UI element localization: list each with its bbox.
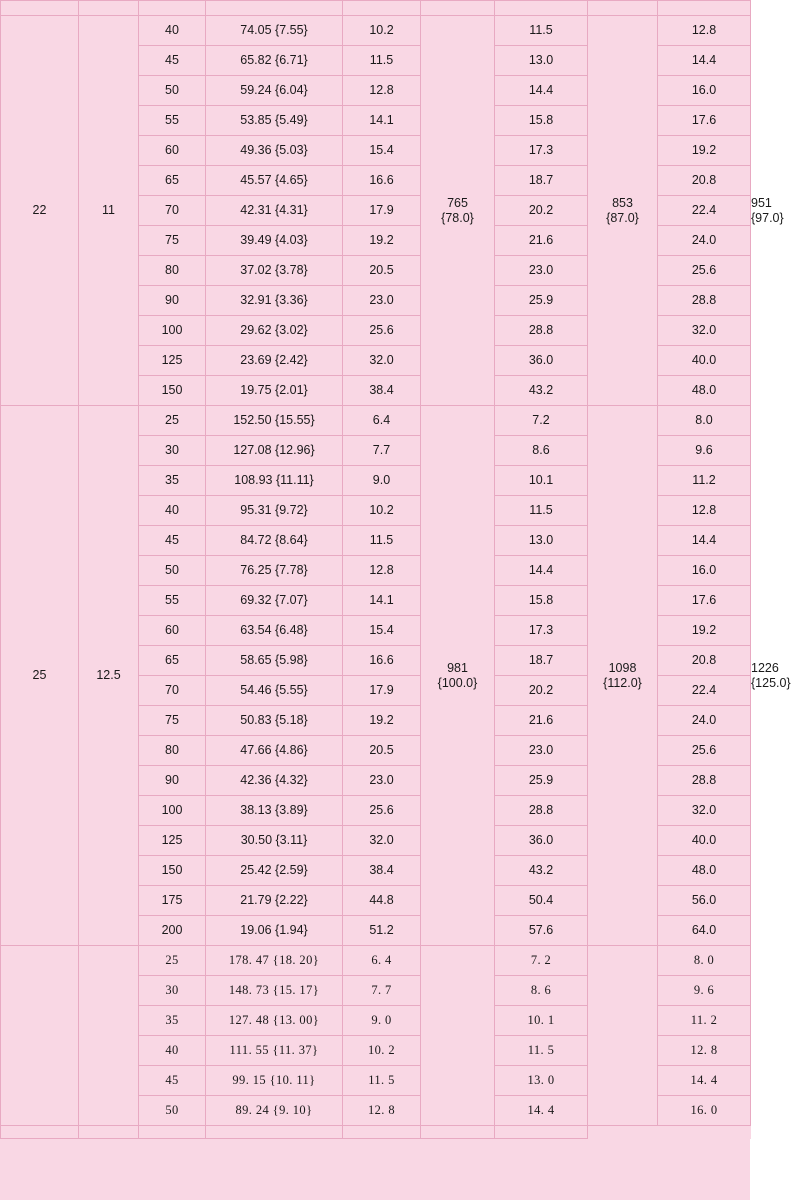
value-cell-a: 14.1 <box>343 586 421 616</box>
value-cell-a: 12. 8 <box>343 1096 421 1126</box>
value-cell-c: 24.0 <box>658 706 751 736</box>
value-cell-a: 19.2 <box>343 226 421 256</box>
group-subsize-cell <box>79 946 139 1126</box>
value-cell-a: 16.6 <box>343 646 421 676</box>
value-cell-b: 23.0 <box>495 256 588 286</box>
value-cell-a: 9.0 <box>343 466 421 496</box>
value-cell-a: 20.5 <box>343 736 421 766</box>
value-cell-b: 8. 6 <box>495 976 588 1006</box>
group-subsize-cell: 11 <box>79 16 139 406</box>
torque-cell: 49.36 {5.03} <box>206 136 343 166</box>
value-cell-a: 32.0 <box>343 826 421 856</box>
speed-cell: 25 <box>139 406 206 436</box>
value-cell-c: 16.0 <box>658 76 751 106</box>
speed-cell: 50 <box>139 556 206 586</box>
value-cell-c: 48.0 <box>658 376 751 406</box>
value-cell-a: 38.4 <box>343 376 421 406</box>
value-cell-c: 14.4 <box>658 526 751 556</box>
table-cell <box>658 1 751 16</box>
value-cell-c: 9.6 <box>658 436 751 466</box>
value-cell-b: 25.9 <box>495 286 588 316</box>
total-cell-1 <box>421 946 495 1126</box>
value-cell-a: 14.1 <box>343 106 421 136</box>
value-cell-b: 18.7 <box>495 166 588 196</box>
value-cell-c: 22.4 <box>658 196 751 226</box>
speed-cell: 175 <box>139 886 206 916</box>
torque-cell: 59.24 {6.04} <box>206 76 343 106</box>
speed-cell: 75 <box>139 226 206 256</box>
value-cell-a: 17.9 <box>343 196 421 226</box>
torque-cell: 23.69 {2.42} <box>206 346 343 376</box>
value-cell-b: 43.2 <box>495 376 588 406</box>
speed-cell: 75 <box>139 706 206 736</box>
value-cell-c: 14. 4 <box>658 1066 751 1096</box>
speed-cell: 25 <box>139 946 206 976</box>
torque-cell: 65.82 {6.71} <box>206 46 343 76</box>
value-cell-c: 16. 0 <box>658 1096 751 1126</box>
value-cell-b: 28.8 <box>495 316 588 346</box>
value-cell-c: 11. 2 <box>658 1006 751 1036</box>
torque-cell: 42.36 {4.32} <box>206 766 343 796</box>
value-cell-b: 21.6 <box>495 226 588 256</box>
value-cell-a: 20.5 <box>343 256 421 286</box>
value-cell-c: 17.6 <box>658 586 751 616</box>
group-size-cell: 22 <box>1 16 79 406</box>
torque-cell: 42.31 {4.31} <box>206 196 343 226</box>
value-cell-a: 25.6 <box>343 796 421 826</box>
torque-cell: 25.42 {2.59} <box>206 856 343 886</box>
torque-cell: 54.46 {5.55} <box>206 676 343 706</box>
value-cell-c: 25.6 <box>658 736 751 766</box>
value-cell-a: 15.4 <box>343 616 421 646</box>
speed-cell: 45 <box>139 526 206 556</box>
value-cell-a: 16.6 <box>343 166 421 196</box>
speed-cell: 35 <box>139 466 206 496</box>
speed-cell: 50 <box>139 1096 206 1126</box>
value-cell-a: 10. 2 <box>343 1036 421 1066</box>
speed-cell: 30 <box>139 436 206 466</box>
value-cell-b: 13.0 <box>495 526 588 556</box>
total-cell-2 <box>588 946 658 1126</box>
torque-cell: 99. 15 {10. 11} <box>206 1066 343 1096</box>
value-cell-c: 9. 6 <box>658 976 751 1006</box>
value-cell-c: 17.6 <box>658 106 751 136</box>
total-1-value: 765 <box>447 196 468 211</box>
value-cell-c: 32.0 <box>658 316 751 346</box>
speed-cell: 80 <box>139 256 206 286</box>
torque-cell: 58.65 {5.98} <box>206 646 343 676</box>
value-cell-b: 14.4 <box>495 556 588 586</box>
total-cell-1 <box>421 406 495 946</box>
value-cell-a: 44.8 <box>343 886 421 916</box>
speed-cell: 80 <box>139 736 206 766</box>
value-cell-c: 14.4 <box>658 46 751 76</box>
speed-cell: 90 <box>139 286 206 316</box>
table-cell <box>343 1126 421 1139</box>
table-row <box>1 946 751 976</box>
value-cell-a: 10.2 <box>343 496 421 526</box>
total-2-sub: {87.0} <box>606 210 639 225</box>
speed-cell: 40 <box>139 16 206 46</box>
speed-cell: 55 <box>139 586 206 616</box>
torque-cell: 127. 48 {13. 00} <box>206 1006 343 1036</box>
value-cell-b: 21.6 <box>495 706 588 736</box>
total-cell-1 <box>421 16 495 406</box>
value-cell-a: 12.8 <box>343 76 421 106</box>
table-row <box>1 1126 751 1139</box>
total-2-value: 1098 <box>608 661 637 676</box>
value-cell-a: 25.6 <box>343 316 421 346</box>
torque-cell: 19.75 {2.01} <box>206 376 343 406</box>
torque-cell: 152.50 {15.55} <box>206 406 343 436</box>
table-cell <box>139 1 206 16</box>
value-cell-c: 40.0 <box>658 826 751 856</box>
value-cell-c: 28.8 <box>658 766 751 796</box>
group-size-cell: 25 <box>1 406 79 946</box>
value-cell-c: 11.2 <box>658 466 751 496</box>
value-cell-b: 7. 2 <box>495 946 588 976</box>
value-cell-b: 17.3 <box>495 136 588 166</box>
speed-cell: 60 <box>139 136 206 166</box>
torque-cell: 95.31 {9.72} <box>206 496 343 526</box>
speed-cell: 150 <box>139 856 206 886</box>
speed-cell: 40 <box>139 1036 206 1066</box>
table-body <box>1 1 791 1139</box>
torque-cell: 30.50 {3.11} <box>206 826 343 856</box>
total-3-value: 1226 <box>751 661 779 676</box>
value-cell-b: 8.6 <box>495 436 588 466</box>
speed-cell: 125 <box>139 346 206 376</box>
value-cell-c: 12.8 <box>658 496 751 526</box>
torque-cell: 84.72 {8.64} <box>206 526 343 556</box>
torque-cell: 69.32 {7.07} <box>206 586 343 616</box>
torque-cell: 89. 24 {9. 10} <box>206 1096 343 1126</box>
table-cell <box>79 1126 139 1139</box>
value-cell-c: 8.0 <box>658 406 751 436</box>
torque-cell: 37.02 {3.78} <box>206 256 343 286</box>
value-cell-c: 32.0 <box>658 796 751 826</box>
table-cell <box>79 1 139 16</box>
value-cell-a: 6. 4 <box>343 946 421 976</box>
speed-cell: 65 <box>139 166 206 196</box>
table-cell <box>139 1126 206 1139</box>
value-cell-b: 15.8 <box>495 106 588 136</box>
torque-cell: 39.49 {4.03} <box>206 226 343 256</box>
total-cell-2 <box>588 406 658 946</box>
torque-cell: 74.05 {7.55} <box>206 16 343 46</box>
torque-cell: 63.54 {6.48} <box>206 616 343 646</box>
value-cell-a: 12.8 <box>343 556 421 586</box>
value-cell-c: 20.8 <box>658 646 751 676</box>
value-cell-b: 10.1 <box>495 466 588 496</box>
total-2-value: 853 <box>612 196 633 211</box>
table-cell <box>495 1 588 16</box>
value-cell-a: 6.4 <box>343 406 421 436</box>
speed-cell: 100 <box>139 796 206 826</box>
value-cell-b: 11.5 <box>495 496 588 526</box>
speed-cell: 60 <box>139 616 206 646</box>
value-cell-a: 11.5 <box>343 526 421 556</box>
value-cell-b: 11. 5 <box>495 1036 588 1066</box>
speed-cell: 90 <box>139 766 206 796</box>
value-cell-c: 24.0 <box>658 226 751 256</box>
value-cell-a: 32.0 <box>343 346 421 376</box>
value-cell-c: 28.8 <box>658 286 751 316</box>
value-cell-b: 57.6 <box>495 916 588 946</box>
torque-cell: 29.62 {3.02} <box>206 316 343 346</box>
speed-cell: 40 <box>139 496 206 526</box>
torque-cell: 38.13 {3.89} <box>206 796 343 826</box>
torque-cell: 53.85 {5.49} <box>206 106 343 136</box>
value-cell-b: 13.0 <box>495 46 588 76</box>
value-cell-c: 48.0 <box>658 856 751 886</box>
speed-cell: 45 <box>139 1066 206 1096</box>
speed-cell: 125 <box>139 826 206 856</box>
value-cell-c: 64.0 <box>658 916 751 946</box>
value-cell-c: 40.0 <box>658 346 751 376</box>
torque-cell: 32.91 {3.36} <box>206 286 343 316</box>
torque-cell: 148. 73 {15. 17} <box>206 976 343 1006</box>
total-1-sub: {100.0} <box>437 675 478 690</box>
table-cell <box>421 1126 495 1139</box>
value-cell-c: 12.8 <box>658 16 751 46</box>
group-size-cell <box>1 946 79 1126</box>
value-cell-c: 56.0 <box>658 886 751 916</box>
speed-cell: 70 <box>139 196 206 226</box>
value-cell-a: 23.0 <box>343 766 421 796</box>
value-cell-b: 43.2 <box>495 856 588 886</box>
speed-cell: 50 <box>139 76 206 106</box>
speed-cell: 70 <box>139 676 206 706</box>
value-cell-a: 19.2 <box>343 706 421 736</box>
value-cell-b: 20.2 <box>495 676 588 706</box>
value-cell-b: 20.2 <box>495 196 588 226</box>
value-cell-c: 19.2 <box>658 136 751 166</box>
speed-cell: 65 <box>139 646 206 676</box>
torque-cell: 19.06 {1.94} <box>206 916 343 946</box>
table-cell <box>421 1 495 16</box>
speed-cell: 45 <box>139 46 206 76</box>
speed-cell: 35 <box>139 1006 206 1036</box>
speed-cell: 100 <box>139 316 206 346</box>
value-cell-a: 7.7 <box>343 436 421 466</box>
speed-cell: 150 <box>139 376 206 406</box>
table-cell <box>495 1126 588 1139</box>
total-1-sub: {78.0} <box>441 210 474 225</box>
value-cell-c: 22.4 <box>658 676 751 706</box>
value-cell-b: 17.3 <box>495 616 588 646</box>
torque-cell: 50.83 {5.18} <box>206 706 343 736</box>
table-cell <box>588 1 658 16</box>
table-row: 25 12.5 25 152.50 {15.55} 6.4 981 {100.0} 7.2 1098 {112.0} 8.0 1226 {125.0} <box>1 406 751 436</box>
total-3-value: 951 <box>751 196 772 211</box>
torque-cell: 21.79 {2.22} <box>206 886 343 916</box>
value-cell-b: 13. 0 <box>495 1066 588 1096</box>
torque-cell: 111. 55 {11. 37} <box>206 1036 343 1066</box>
table-cell <box>206 1126 343 1139</box>
group-subsize-cell: 12.5 <box>79 406 139 946</box>
value-cell-c: 19.2 <box>658 616 751 646</box>
torque-cell: 178. 47 {18. 20} <box>206 946 343 976</box>
table-cell <box>1 1126 79 1139</box>
table-row <box>1 1 751 16</box>
value-cell-b: 18.7 <box>495 646 588 676</box>
table-cell <box>1 1 79 16</box>
total-2-sub: {112.0} <box>603 675 642 690</box>
value-cell-c: 16.0 <box>658 556 751 586</box>
torque-cell: 127.08 {12.96} <box>206 436 343 466</box>
value-cell-b: 10. 1 <box>495 1006 588 1036</box>
speed-cell: 55 <box>139 106 206 136</box>
value-cell-a: 15.4 <box>343 136 421 166</box>
total-cell-2 <box>588 16 658 406</box>
value-cell-a: 11. 5 <box>343 1066 421 1096</box>
value-cell-a: 23.0 <box>343 286 421 316</box>
total-1-value: 981 <box>447 661 468 676</box>
value-cell-b: 36.0 <box>495 826 588 856</box>
value-cell-b: 25.9 <box>495 766 588 796</box>
value-cell-b: 14.4 <box>495 76 588 106</box>
value-cell-b: 11.5 <box>495 16 588 46</box>
value-cell-a: 10.2 <box>343 16 421 46</box>
value-cell-a: 51.2 <box>343 916 421 946</box>
value-cell-a: 17.9 <box>343 676 421 706</box>
value-cell-c: 25.6 <box>658 256 751 286</box>
value-cell-b: 28.8 <box>495 796 588 826</box>
value-cell-b: 50.4 <box>495 886 588 916</box>
value-cell-b: 7.2 <box>495 406 588 436</box>
value-cell-c: 8. 0 <box>658 946 751 976</box>
table-cell <box>206 1 343 16</box>
value-cell-b: 23.0 <box>495 736 588 766</box>
table-row: 22 11 40 74.05 {7.55} 10.2 765 {78.0} 11.5 853 {87.0} 12.8 951 {97.0} <box>1 16 751 46</box>
value-cell-a: 11.5 <box>343 46 421 76</box>
value-cell-a: 38.4 <box>343 856 421 886</box>
value-cell-b: 14. 4 <box>495 1096 588 1126</box>
value-cell-c: 12. 8 <box>658 1036 751 1066</box>
torque-cell: 47.66 {4.86} <box>206 736 343 766</box>
torque-cell: 76.25 {7.78} <box>206 556 343 586</box>
value-cell-a: 9. 0 <box>343 1006 421 1036</box>
value-cell-c: 20.8 <box>658 166 751 196</box>
value-cell-b: 15.8 <box>495 586 588 616</box>
value-cell-a: 7. 7 <box>343 976 421 1006</box>
speed-cell: 30 <box>139 976 206 1006</box>
torque-cell: 108.93 {11.11} <box>206 466 343 496</box>
value-cell-b: 36.0 <box>495 346 588 376</box>
speed-cell: 200 <box>139 916 206 946</box>
torque-cell: 45.57 {4.65} <box>206 166 343 196</box>
table-cell <box>343 1 421 16</box>
